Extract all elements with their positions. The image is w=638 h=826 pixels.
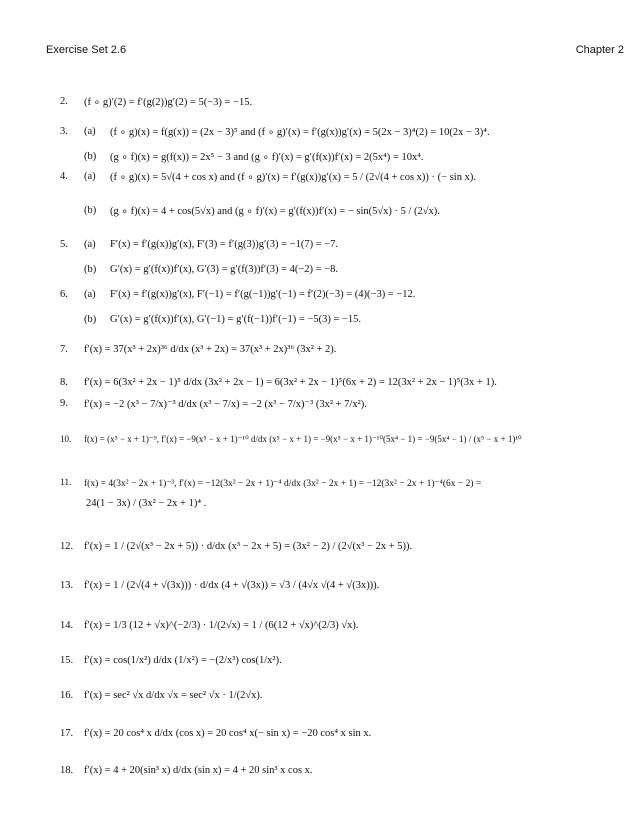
- exercise-text: F′(x) = f′(g(x))g′(x), F′(−1) = f′(g(−1))g′(−1) = f′(2)(−3) = (4)(−3) = −12.: [110, 289, 416, 300]
- part-label: (b): [84, 151, 97, 162]
- part-label: (b): [84, 264, 97, 275]
- exercise-number: 5.: [60, 239, 68, 250]
- exercise-text: f(x) = 4(3x² − 2x + 1)⁻³, f′(x) = −12(3x² − 2x + 1)⁻⁴ d/dx (3x² − 2x + 1) = −12(3x² − 2x + 1)⁻⁴(6x − 2) =: [84, 479, 482, 489]
- exercise-text: f′(x) = cos(1/x²) d/dx (1/x²) = −(2/x³) cos(1/x²).: [84, 655, 282, 666]
- exercise-text: (f ∘ g)(x) = f(g(x)) = (2x − 3)⁵ and (f ∘ g)′(x) = f′(g(x))g′(x) = 5(2x − 3)⁴(2) = 10(2x − 3)⁴.: [110, 127, 490, 138]
- exercise-number: 9.: [60, 398, 68, 409]
- exercise-text: G′(x) = g′(f(x))f′(x), G′(−1) = g′(f(−1))f′(−1) = −5(3) = −15.: [110, 314, 362, 325]
- part-label: (a): [84, 289, 96, 300]
- exercise-number: 15.: [60, 655, 74, 666]
- exercise-number: 18.: [60, 765, 74, 776]
- exercise-number: 6.: [60, 289, 68, 300]
- exercise-number: 12.: [60, 541, 74, 552]
- exercise-text: (f ∘ g)(x) = 5√(4 + cos x) and (f ∘ g)′(x) = f′(g(x))g′(x) = 5 / (2√(4 + cos x)) · (− sin x).: [110, 172, 476, 183]
- exercise-text: G′(x) = g′(f(x))f′(x), G′(3) = g′(f(3))f′(3) = 4(−2) = −8.: [110, 264, 339, 275]
- exercise-number: 16.: [60, 690, 74, 701]
- exercise-text: f′(x) = sec² √x d/dx √x = sec² √x · 1/(2√x).: [84, 690, 263, 701]
- exercise-number: 10.: [60, 434, 72, 444]
- part-label: (a): [84, 239, 96, 250]
- exercise-text: f′(x) = 6(3x² + 2x − 1)⁵ d/dx (3x² + 2x − 1) = 6(3x² + 2x − 1)⁵(6x + 2) = 12(3x² + 2x − 1)⁵(3x + 1).: [84, 377, 497, 388]
- part-label: (b): [84, 314, 97, 325]
- exercise-text: f′(x) = 1 / (2√(x³ − 2x + 5)) · d/dx (x³ − 2x + 5) = (3x² − 2) / (2√(x³ − 2x + 5)).: [84, 541, 413, 552]
- exercise-number: 7.: [60, 344, 68, 355]
- exercise-number: 14.: [60, 620, 74, 631]
- part-label: (b): [84, 205, 97, 216]
- exercise-text: 24(1 − 3x) / (3x² − 2x + 1)⁴ .: [86, 498, 207, 509]
- exercise-text: (f ∘ g)′(2) = f′(g(2))g′(2) = 5(−3) = −15.: [84, 97, 253, 108]
- exercise-text: f′(x) = −2 (x³ − 7/x)⁻³ d/dx (x³ − 7/x) = −2 (x³ − 7/x)⁻³ (3x² + 7/x²).: [84, 399, 367, 410]
- exercise-number: 17.: [60, 728, 74, 739]
- exercise-text: F′(x) = f′(g(x))g′(x), F′(3) = f′(g(3))g′(3) = −1(7) = −7.: [110, 239, 339, 250]
- exercise-text: (g ∘ f)(x) = 4 + cos(5√x) and (g ∘ f)′(x) = g′(f(x))f′(x) = − sin(5√x) · 5 / (2√x).: [110, 206, 440, 217]
- exercise-text: f′(x) = 4 + 20(sin³ x) d/dx (sin x) = 4 + 20 sin³ x cos x.: [84, 765, 313, 776]
- exercise-text: f′(x) = 1/3 (12 + √x)^(−2/3) · 1/(2√x) = 1 / (6(12 + √x)^(2/3) √x).: [84, 620, 359, 631]
- exercise-number: 2.: [60, 96, 68, 107]
- exercise-text: f′(x) = 1 / (2√(4 + √(3x))) · d/dx (4 + √(3x)) = √3 / (4√x √(4 + √(3x))).: [84, 580, 380, 591]
- exercise-text: f′(x) = 37(x³ + 2x)³⁶ d/dx (x³ + 2x) = 37(x³ + 2x)³⁶ (3x² + 2).: [84, 344, 337, 355]
- exercise-number: 3.: [60, 126, 68, 137]
- part-label: (a): [84, 171, 96, 182]
- exercise-text: f(x) = (x⁵ − x + 1)⁻⁹, f′(x) = −9(x⁵ − x + 1)⁻¹⁰ d/dx (x⁵ − x + 1) = −9(x⁵ − x + 1)⁻¹⁰(5x⁴ − 1) = −9(5x⁴ − 1) / (x⁵ − x + 1)¹⁰: [84, 434, 522, 444]
- part-label: (a): [84, 126, 96, 137]
- exercise-number: 8.: [60, 377, 68, 388]
- exercise-number: 4.: [60, 171, 68, 182]
- exercise-number: 11.: [60, 478, 72, 488]
- exercise-text: f′(x) = 20 cos⁴ x d/dx (cos x) = 20 cos⁴ x(− sin x) = −20 cos⁴ x sin x.: [84, 728, 372, 739]
- exercise-number: 13.: [60, 580, 74, 591]
- running-header-right: Chapter 2: [575, 44, 624, 56]
- exercise-text: (g ∘ f)(x) = g(f(x)) = 2x⁵ − 3 and (g ∘ f)′(x) = g′(f(x))f′(x) = 2(5x⁴) = 10x⁴.: [110, 152, 424, 163]
- running-header-left: Exercise Set 2.6: [46, 44, 127, 56]
